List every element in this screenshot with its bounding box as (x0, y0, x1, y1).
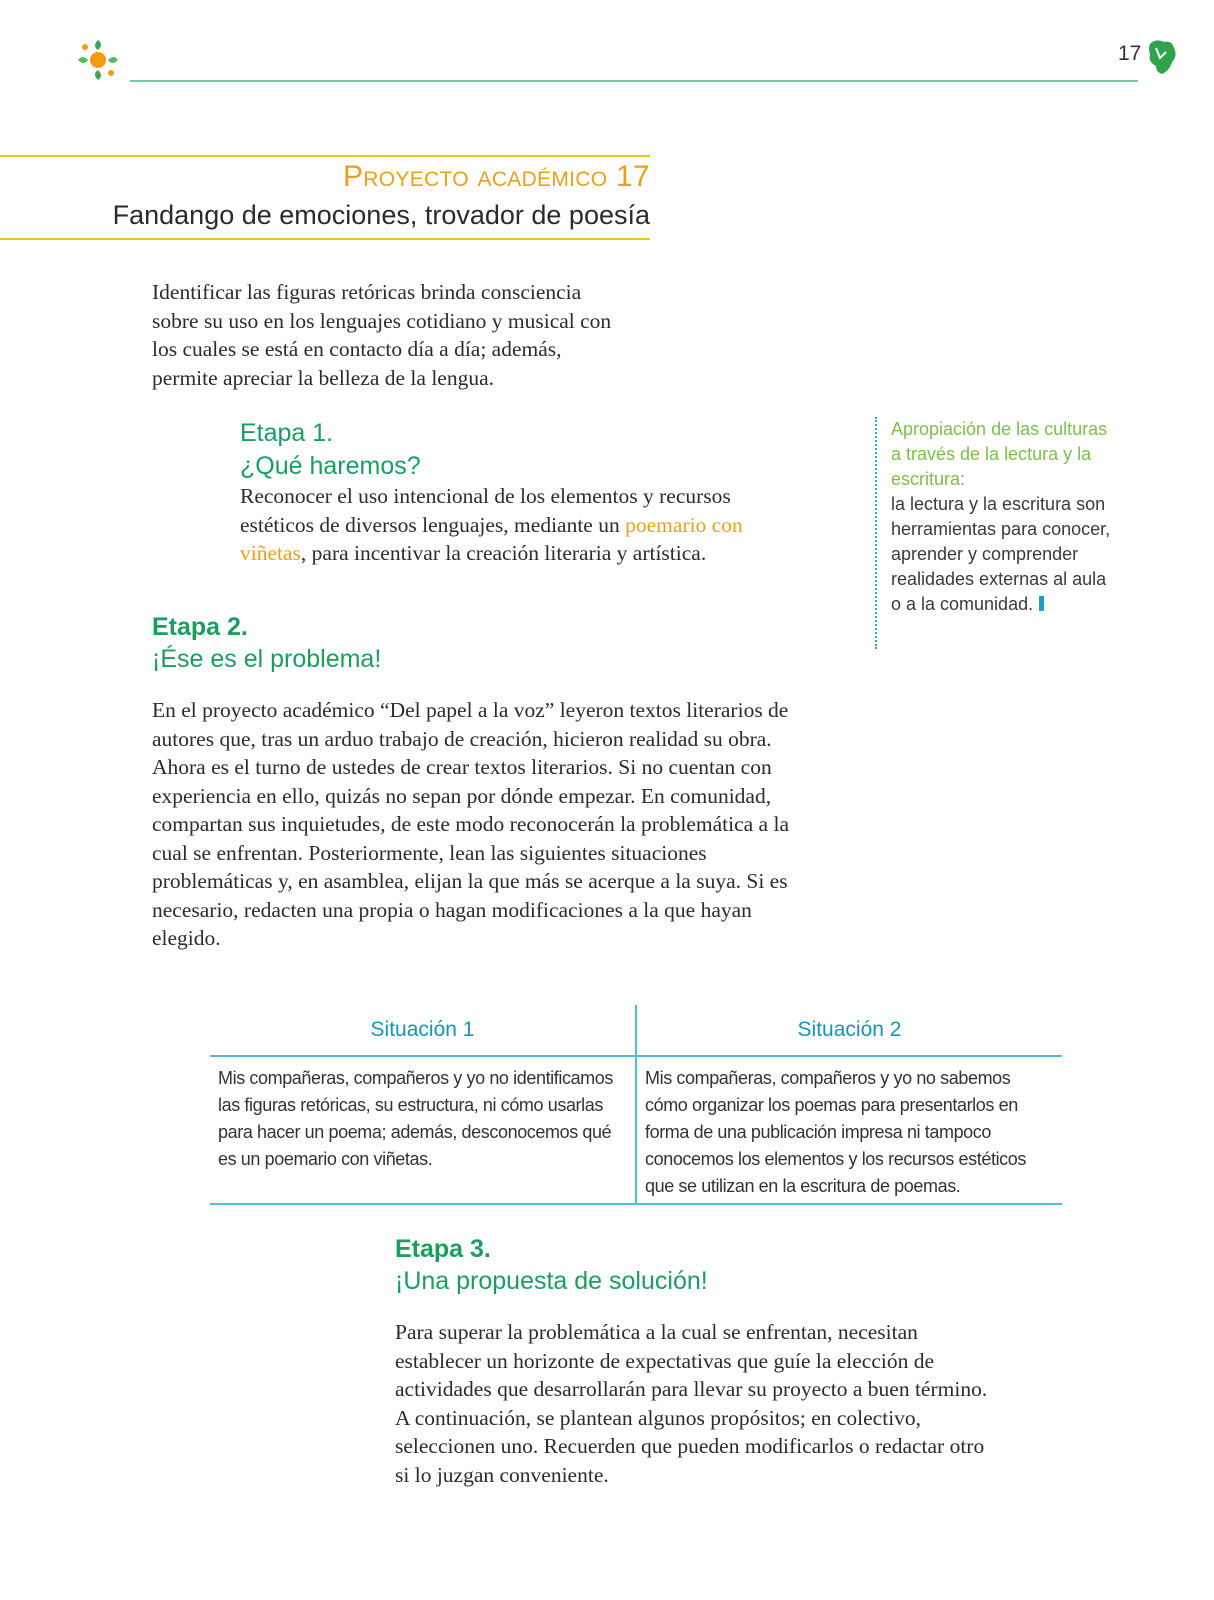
sidebar-heading: Apropiación de las culturas a través de la lectura y la escritura: (891, 419, 1108, 489)
stage1-highlight: poemario con viñetas (240, 512, 743, 565)
stage1-subtitle: ¿Qué haremos? (240, 452, 421, 480)
stage1-text-after: , para incentivar la creación literaria y artística. (300, 541, 707, 565)
page-number: 17 (1118, 42, 1142, 65)
header-rule (130, 80, 1138, 82)
table-bottom-rule (210, 1203, 1062, 1205)
stage3-label: Etapa 3. (395, 1235, 491, 1263)
end-mark-icon (1039, 596, 1044, 611)
stage1-text-before: Reconocer el uso intencional de los elementos y recursos estéticos de diversos lenguajes, mediante un (240, 484, 731, 537)
sidebar-text-wrap (891, 492, 1111, 617)
sidebar-note (875, 417, 1111, 649)
stage3-subtitle: ¡Una propuesta de solución! (395, 1267, 708, 1295)
stage2-subtitle: ¡Ése es el problema! (152, 645, 382, 673)
flower-logo-icon (72, 34, 124, 86)
stage1-label: Etapa 1. (240, 419, 334, 447)
stage2-label: Etapa 2. (152, 613, 248, 641)
situations-table (210, 1005, 1062, 1205)
intro-paragraph: Identificar las figuras retóricas brinda consciencia sobre su uso en los lenguajes cotidiano y musical con los cuales se está en contacto día a día; además, permite apreciar la belleza de la lengua. (152, 280, 612, 390)
situation-2-text: Mis compañeras, compañeros y yo no sabemos cómo organizar los poemas para presentarlos en forma de una publicación impresa ni tampoco conocemos los elementos y los recursos estéticos que se utilizan en la escritura de poemas. (645, 1068, 1026, 1196)
project-label: Proyecto académico 17 (343, 160, 650, 193)
situation-1-title: Situación 1 (210, 1005, 635, 1057)
title-rule-bottom (0, 238, 650, 240)
sidebar-text: la lectura y la escritura son herramientas para conocer, aprender y comprender realidades externas al aula o a la comunidad. (891, 494, 1111, 614)
green-map-badge-icon (1146, 38, 1178, 76)
project-title: Fandango de emociones, trovador de poesía (112, 200, 650, 230)
stage3-paragraph: Para superar la problemática a la cual se enfrentan, necesitan establecer un horizonte de expectativas que guíe la elección de actividades que desarrollarán para llevar su proyecto a buen término. A continuación, se plantean algunos propósitos; en colectivo, seleccionen uno. Recuerden que pueden modificarlos o redactar otro si lo juzgan conveniente. (395, 1320, 988, 1487)
stage2-paragraph: En el proyecto académico “Del papel a la voz” leyeron textos literarios de autores que, tras un arduo trabajo de creación, hicieron realidad su obra. Ahora es el turno de ustedes de crear textos literarios. Si no cuentan con experiencia en ello, quizás no sepan por dónde empezar. En comunidad, compartan sus inquietudes, de este modo reconocerán la problemática a la cual se enfrentan. Posteriormente, lean las siguientes situaciones problemáticas y, en asamblea, elijan la que más se acerque a la suya. Si es necesario, redacten una propia o hagan modificaciones a la que hayan elegido. (152, 698, 789, 950)
title-rule-top (0, 155, 650, 157)
situation-2-title: Situación 2 (637, 1005, 1062, 1057)
stage1-paragraph (240, 482, 800, 568)
situation-1-text: Mis compañeras, compañeros y yo no identificamos las figuras retóricas, su estructura, ni cómo usarlas para hacer un poema; además, desconocemos qué es un poemario con viñetas. (218, 1068, 613, 1169)
